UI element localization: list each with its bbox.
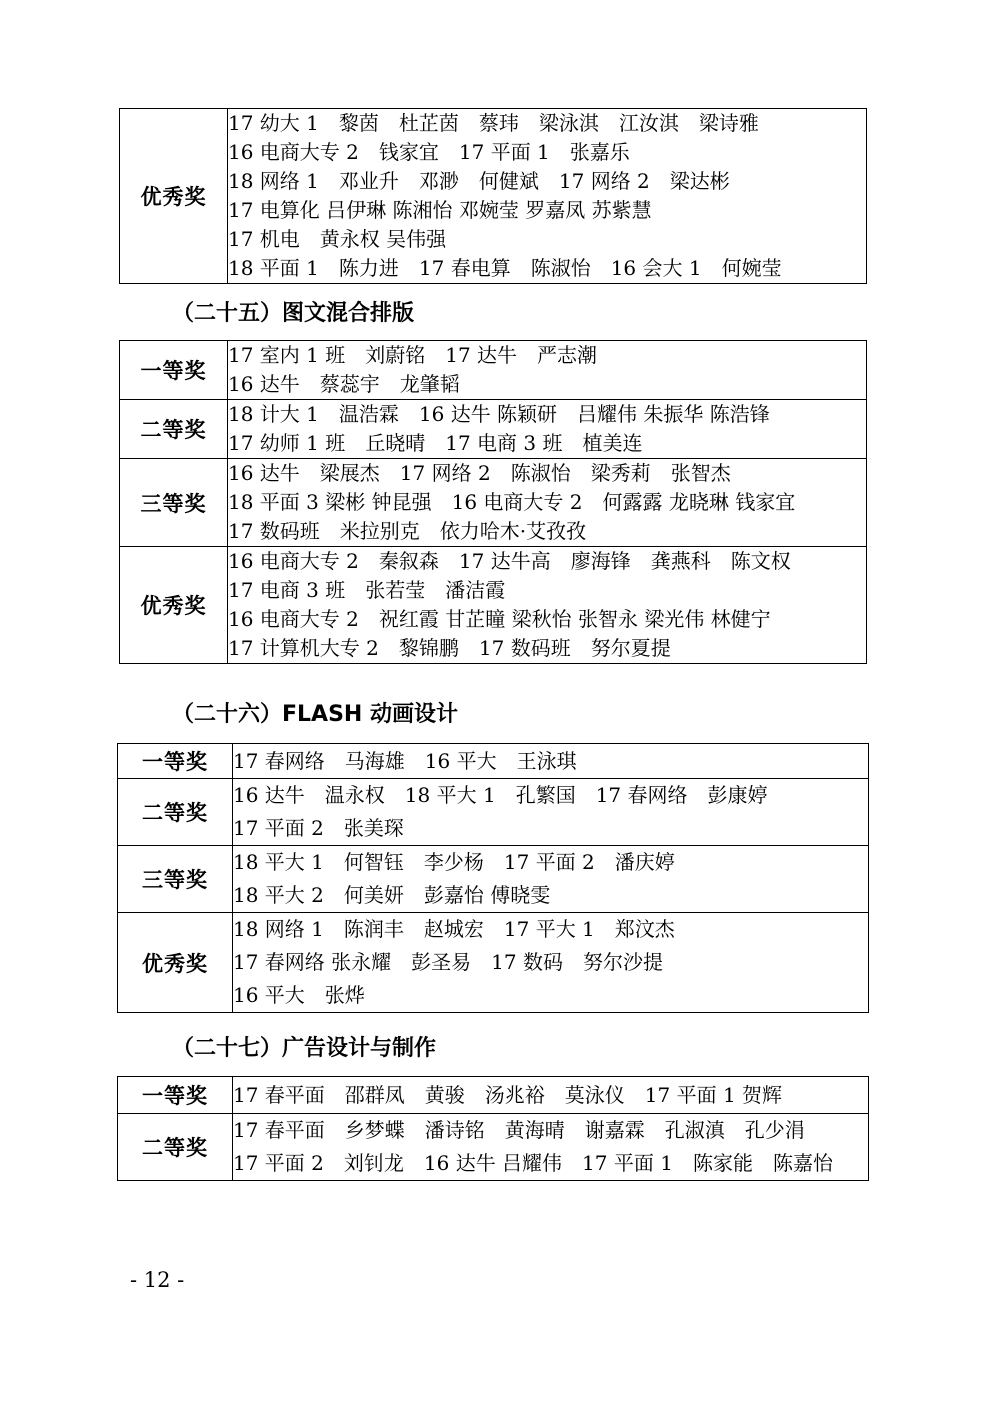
award-winners bbox=[233, 913, 869, 1013]
award-label: 一等奖 bbox=[118, 744, 233, 779]
award-row-first bbox=[118, 1077, 869, 1114]
winner-line: 16 达牛 梁展杰 17 网络 2 陈淑怡 梁秀莉 张智杰 bbox=[228, 461, 731, 485]
winner-line: 17 春网络 张永耀 彭圣易 17 数码 努尔沙提 bbox=[233, 950, 663, 974]
winner-line: 16 电商大专 2 祝红霞 甘芷瞳 梁秋怡 张智永 梁光伟 林健宁 bbox=[228, 607, 771, 631]
winner-line: 17 室内 1 班 刘蔚铭 17 达牛 严志潮 bbox=[228, 343, 598, 367]
award-label: 一等奖 bbox=[120, 341, 228, 400]
award-row-third bbox=[118, 846, 869, 913]
award-winners bbox=[233, 744, 869, 779]
award-table-advertising bbox=[117, 1076, 869, 1181]
winner-line: 18 平面 1 陈力进 17 春电算 陈淑怡 16 会大 1 何婉莹 bbox=[228, 256, 782, 280]
award-table-layout bbox=[119, 340, 867, 664]
award-row-first bbox=[120, 341, 867, 400]
award-row-second bbox=[118, 1114, 869, 1181]
winner-line: 18 网络 1 陈润丰 赵城宏 17 平大 1 郑汶杰 bbox=[233, 917, 675, 941]
award-row-first bbox=[118, 744, 869, 779]
winner-line: 17 幼大 1 黎茵 杜芷茵 蔡玮 梁泳淇 江汝淇 梁诗雅 bbox=[228, 111, 759, 135]
award-label: 三等奖 bbox=[118, 846, 233, 913]
award-winners bbox=[228, 400, 867, 459]
award-label: 三等奖 bbox=[120, 459, 228, 547]
award-row-excellence bbox=[118, 913, 869, 1013]
award-winners bbox=[233, 1077, 869, 1114]
award-label: 二等奖 bbox=[118, 1114, 233, 1181]
winner-line: 17 数码班 米拉别克 依力哈木·艾孜孜 bbox=[228, 519, 587, 543]
award-label: 一等奖 bbox=[118, 1077, 233, 1114]
award-label: 优秀奖 bbox=[120, 109, 228, 284]
winner-line: 16 达牛 蔡蕊宇 龙肇韬 bbox=[228, 372, 460, 396]
award-winners bbox=[228, 341, 867, 400]
winner-line: 18 平面 3 梁彬 钟昆强 16 电商大专 2 何露露 龙晓琳 钱家宜 bbox=[228, 490, 796, 514]
winner-line: 18 平大 1 何智钰 李少杨 17 平面 2 潘庆婷 bbox=[233, 850, 675, 874]
winner-line: 17 计算机大专 2 黎锦鹏 17 数码班 努尔夏提 bbox=[228, 636, 671, 660]
winner-line: 16 达牛 温永权 18 平大 1 孔繁国 17 春网络 彭康婷 bbox=[233, 783, 768, 807]
award-row-excellence bbox=[120, 109, 867, 284]
award-winners bbox=[228, 109, 867, 284]
award-table-flash bbox=[117, 743, 869, 1013]
award-winners bbox=[233, 1114, 869, 1181]
winner-line: 17 电算化 吕伊琳 陈湘怡 邓婉莹 罗嘉凤 苏紫慧 bbox=[228, 198, 652, 222]
winner-line: 17 幼师 1 班 丘晓晴 17 电商 3 班 植美连 bbox=[228, 431, 643, 455]
winner-line: 18 计大 1 温浩霖 16 达牛 陈颖研 吕耀伟 朱振华 陈浩锋 bbox=[228, 402, 770, 426]
award-winners bbox=[228, 547, 867, 664]
winner-line: 17 机电 黄永权 吴伟强 bbox=[228, 227, 447, 251]
winner-line: 16 电商大专 2 钱家宜 17 平面 1 张嘉乐 bbox=[228, 140, 630, 164]
winner-line: 16 平大 张烨 bbox=[233, 983, 365, 1007]
award-label: 优秀奖 bbox=[120, 547, 228, 664]
winner-line: 18 平大 2 何美妍 彭嘉怡 傅晓雯 bbox=[233, 883, 551, 907]
award-label: 二等奖 bbox=[118, 779, 233, 846]
award-row-third bbox=[120, 459, 867, 547]
award-winners bbox=[233, 779, 869, 846]
award-winners bbox=[228, 459, 867, 547]
winner-line: 17 春平面 邵群凤 黄骏 汤兆裕 莫泳仪 17 平面 1 贺辉 bbox=[233, 1083, 783, 1107]
award-label: 二等奖 bbox=[120, 400, 228, 459]
section-title: （二十七）广告设计与制作 bbox=[172, 1036, 437, 1061]
award-label: 优秀奖 bbox=[118, 913, 233, 1013]
winner-line: 17 春网络 马海雄 16 平大 王泳琪 bbox=[233, 749, 577, 773]
page-number: - 12 - bbox=[130, 1268, 185, 1292]
section-title: （二十六）FLASH 动画设计 bbox=[172, 702, 458, 727]
award-row-second bbox=[118, 779, 869, 846]
award-row-excellence bbox=[120, 547, 867, 664]
winner-line: 17 平面 2 张美琛 bbox=[233, 816, 404, 840]
winner-line: 18 网络 1 邓业升 邓渺 何健斌 17 网络 2 梁达彬 bbox=[228, 169, 730, 193]
winner-line: 17 电商 3 班 张若莹 潘洁霞 bbox=[228, 578, 506, 602]
award-table-continued bbox=[119, 108, 867, 284]
section-title: （二十五）图文混合排版 bbox=[172, 301, 415, 326]
award-row-second bbox=[120, 400, 867, 459]
award-winners bbox=[233, 846, 869, 913]
winner-line: 16 电商大专 2 秦叙森 17 达牛高 廖海锋 龚燕科 陈文权 bbox=[228, 549, 791, 573]
winner-line: 17 平面 2 刘钊龙 16 达牛 吕耀伟 17 平面 1 陈家能 陈嘉怡 bbox=[233, 1151, 833, 1175]
winner-line: 17 春平面 乡梦蝶 潘诗铭 黄海晴 谢嘉霖 孔淑滇 孔少涓 bbox=[233, 1118, 805, 1142]
